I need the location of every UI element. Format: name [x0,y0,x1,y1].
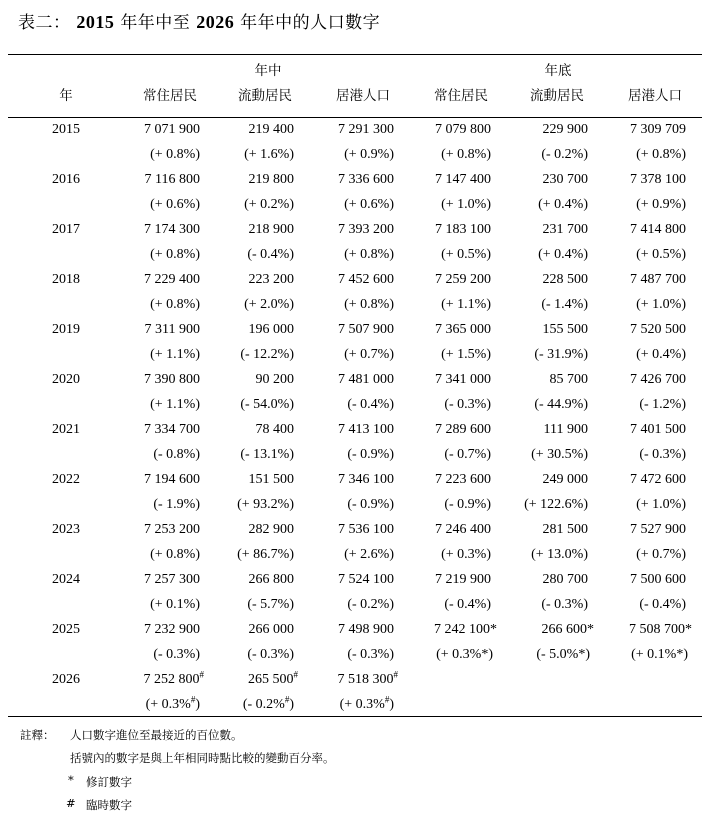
table-cell-change: (- 0.3%) [639,447,686,462]
table-cell-change: (- 0.3%) [444,397,491,412]
table-cell-value: 7 334 700 [144,422,200,437]
table-cell-value: 7 390 800 [144,372,200,387]
table-cell-change: (- 0.2%#) [242,694,294,712]
row-year: 2026 [52,672,80,687]
table-cell-value: 7 365 000 [435,322,491,337]
table-title [18,8,380,33]
provisional-mark: # [190,694,196,705]
table-cell-change: (- 0.9%) [444,497,491,512]
table-cell-change: (- 0.9%) [347,497,394,512]
table-cell-change: (- 0.4%) [444,597,491,612]
note-hash-text: 臨時數字 [86,798,132,812]
table-cell-change: (+ 0.1%) [150,597,200,612]
table-cell-change: (+ 0.2%) [244,197,294,212]
table-cell-value: 7 079 800 [435,122,491,137]
table-cell-change: (+ 1.1%) [150,397,200,412]
table-cell-change: (+ 0.8%) [150,147,200,162]
table-cell-value: 155 500 [542,322,588,337]
provisional-mark: # [393,669,398,680]
table-cell-value: 7 232 900 [144,622,200,637]
table-cell-change: (+ 0.5%) [636,247,686,262]
table-cell-value: 249 000 [542,472,588,487]
table-cell-change: (+ 0.8%) [150,297,200,312]
note-rounding: 人口數字進位至最接近的百位數。 [70,728,243,742]
table-cell-value: 7 183 100 [435,222,491,237]
table-cell-change: (+ 0.3%#) [145,694,200,712]
table-cell-value: 7 194 600 [144,472,200,487]
table-cell-value: 196 000 [248,322,294,337]
table-cell-value: 7 252 800# [143,669,204,687]
table-cell-change: (+ 13.0%) [531,547,588,562]
table-cell-change: (+ 0.6%) [150,197,200,212]
table-cell-value: 7 311 900 [144,322,200,337]
table-cell-value: 7 413 100 [338,422,394,437]
table-cell-change: (- 0.7%) [444,447,491,462]
header-col-4: 常住居民 [434,88,488,104]
row-year: 2025 [52,622,80,637]
table-cell-value: 7 508 700* [629,622,692,637]
table-cell-value: 7 518 300# [337,669,398,687]
table-cell-change: (- 44.9%) [534,397,588,412]
row-year: 2021 [52,422,80,437]
title-prefix: 表二： [18,13,71,33]
notes-label: 註釋： [20,728,55,742]
table-cell-change: (- 0.3%) [247,647,294,662]
table-cell-value: 228 500 [542,272,588,287]
table-cell-change: (- 0.2%) [541,147,588,162]
provisional-mark: # [199,669,204,680]
note-hash-symbol: # [66,796,76,810]
row-year: 2016 [52,172,80,187]
table-cell-value: 7 536 100 [338,522,394,537]
table-cell-value: 7 426 700 [630,372,686,387]
table-cell-value: 266 000 [248,622,294,637]
table-cell-value: 282 900 [248,522,294,537]
table-cell-value: 219 400 [248,122,294,137]
table-cell-value: 151 500 [248,472,294,487]
table-cell-change: (+ 0.9%) [344,147,394,162]
table-cell-change: (+ 0.6%) [344,197,394,212]
table-cell-value: 7 229 400 [144,272,200,287]
table-cell-change: (+ 0.5%) [441,247,491,262]
table-cell-value: 7 289 600 [435,422,491,437]
header-col-3: 居港人口 [336,88,390,104]
table-cell-value: 7 116 800 [144,172,200,187]
table-cell-change: (- 0.8%) [153,447,200,462]
table-cell-change: (+ 0.4%) [636,347,686,362]
table-cell-value: 231 700 [542,222,588,237]
table-cell-change: (- 0.9%) [347,447,394,462]
table-cell-change: (+ 86.7%) [237,547,294,562]
row-year: 2024 [52,572,80,587]
table-cell-value: 7 527 900 [630,522,686,537]
table-cell-value: 7 253 200 [144,522,200,537]
table-cell-value: 7 174 300 [144,222,200,237]
table-cell-change: (- 1.4%) [541,297,588,312]
table-cell-change: (+ 1.6%) [244,147,294,162]
table-cell-value: 7 507 900 [338,322,394,337]
table-cell-change: (- 0.2%) [347,597,394,612]
table-cell-change: (+ 1.1%) [150,347,200,362]
table-cell-value: 266 600* [541,622,594,637]
table-cell-value: 218 900 [248,222,294,237]
header-col-1: 常住居民 [143,88,197,104]
table-cell-value: 78 400 [255,422,294,437]
table-cell-change: (- 1.2%) [639,397,686,412]
table-cell-value: 85 700 [549,372,588,387]
table-cell-value: 7 219 900 [435,572,491,587]
note-percent: 括號內的數字是與上年相同時點比較的變動百分率。 [70,751,335,765]
table-cell-value: 280 700 [542,572,588,587]
table-cell-value: 7 500 600 [630,572,686,587]
table-cell-change: (- 12.2%) [240,347,294,362]
group-header-mid: 年中 [254,63,282,79]
table-cell-value: 266 800 [248,572,294,587]
title-year-to: 2026 [196,12,235,32]
table-cell-change: (- 31.9%) [534,347,588,362]
table-cell-value: 7 481 000 [338,372,394,387]
table-cell-change: (+ 0.3%) [441,547,491,562]
table-cell-value: 7 242 100* [434,622,497,637]
table-cell-change: (+ 1.0%) [441,197,491,212]
table-cell-value: 219 800 [248,172,294,187]
table-cell-value: 229 900 [542,122,588,137]
table-cell-change: (- 1.9%) [153,497,200,512]
table-cell-value: 7 498 900 [338,622,394,637]
table-cell-change: (- 5.0%*) [536,647,590,662]
table-cell-value: 7 071 900 [144,122,200,137]
table-cell-change: (- 5.7%) [247,597,294,612]
table-cell-change: (+ 1.0%) [636,297,686,312]
row-year: 2023 [52,522,80,537]
table-cell-change: (+ 0.9%) [636,197,686,212]
table-cell-change: (+ 122.6%) [524,497,588,512]
table-cell-value: 7 524 100 [338,572,394,587]
table-cell-change: (+ 0.4%) [538,197,588,212]
header-col-5: 流動居民 [530,88,584,104]
table-cell-change: (- 0.3%) [347,647,394,662]
table-cell-change: (+ 1.1%) [441,297,491,312]
table-cell-value: 7 378 100 [630,172,686,187]
table-cell-change: (- 0.4%) [347,397,394,412]
table-cell-change: (- 13.1%) [240,447,294,462]
table-cell-value: 7 341 000 [435,372,491,387]
table-cell-change: (+ 0.8%) [441,147,491,162]
table-cell-change: (+ 0.1%*) [631,647,688,662]
table-cell-change: (+ 1.5%) [441,347,491,362]
table-cell-value: 7 257 300 [144,572,200,587]
table-cell-value: 7 147 400 [435,172,491,187]
title-suffix: 年年中的人口數字 [240,13,381,33]
row-year: 2018 [52,272,80,287]
table-cell-value: 7 223 600 [435,472,491,487]
title-mid: 年年中至 [120,13,191,33]
table-cell-change: (+ 0.8%) [344,247,394,262]
row-year: 2019 [52,322,80,337]
table-cell-change: (+ 2.0%) [244,297,294,312]
table-cell-change: (- 54.0%) [240,397,294,412]
table-cell-value: 7 246 400 [435,522,491,537]
table-cell-value: 7 309 709 [630,122,686,137]
note-star-symbol: * [68,773,74,787]
table-cell-value: 90 200 [255,372,294,387]
table-cell-value: 7 291 300 [338,122,394,137]
table-cell-value: 7 259 200 [435,272,491,287]
table-cell-value: 7 346 100 [338,472,394,487]
table-cell-change: (- 0.4%) [639,597,686,612]
table-cell-value: 7 452 600 [338,272,394,287]
table-cell-change: (+ 0.3%#) [339,694,394,712]
title-year-from: 2015 [76,12,115,32]
table-cell-value: 7 336 600 [338,172,394,187]
bottom-rule [8,716,702,717]
table-cell-change: (- 0.3%) [541,597,588,612]
header-col-6: 居港人口 [628,88,682,104]
table-cell-change: (+ 2.6%) [344,547,394,562]
table-cell-change: (+ 93.2%) [237,497,294,512]
top-rule [8,54,702,55]
table-cell-change: (+ 0.8%) [150,547,200,562]
header-rule [8,117,702,118]
table-cell-value: 230 700 [542,172,588,187]
row-year: 2017 [52,222,80,237]
provisional-mark: # [293,669,298,680]
note-star-text: 修訂數字 [86,775,132,789]
provisional-mark: # [384,694,390,705]
header-col-2: 流動居民 [238,88,292,104]
header-year: 年 [59,88,73,104]
table-cell-value: 7 393 200 [338,222,394,237]
table-cell-change: (+ 0.8%) [636,147,686,162]
table-cell-value: 281 500 [542,522,588,537]
table-cell-change: (+ 30.5%) [531,447,588,462]
group-header-end: 年底 [544,63,572,79]
row-year: 2022 [52,472,80,487]
table-cell-value: 111 900 [543,422,588,437]
table-cell-value: 7 414 800 [630,222,686,237]
table-cell-value: 223 200 [248,272,294,287]
table-cell-value: 7 472 600 [630,472,686,487]
table-cell-change: (- 0.4%) [247,247,294,262]
table-cell-change: (+ 0.3%*) [436,647,493,662]
row-year: 2015 [52,122,80,137]
table-cell-change: (+ 0.8%) [150,247,200,262]
table-cell-change: (- 0.3%) [153,647,200,662]
table-cell-change: (+ 0.8%) [344,297,394,312]
table-cell-value: 265 500# [248,669,298,687]
table-cell-change: (+ 0.4%) [538,247,588,262]
table-cell-value: 7 401 500 [630,422,686,437]
table-cell-value: 7 520 500 [630,322,686,337]
table-cell-change: (+ 1.0%) [636,497,686,512]
table-cell-change: (+ 0.7%) [636,547,686,562]
table-cell-change: (+ 0.7%) [344,347,394,362]
table-cell-value: 7 487 700 [630,272,686,287]
provisional-mark: # [284,694,290,705]
row-year: 2020 [52,372,80,387]
